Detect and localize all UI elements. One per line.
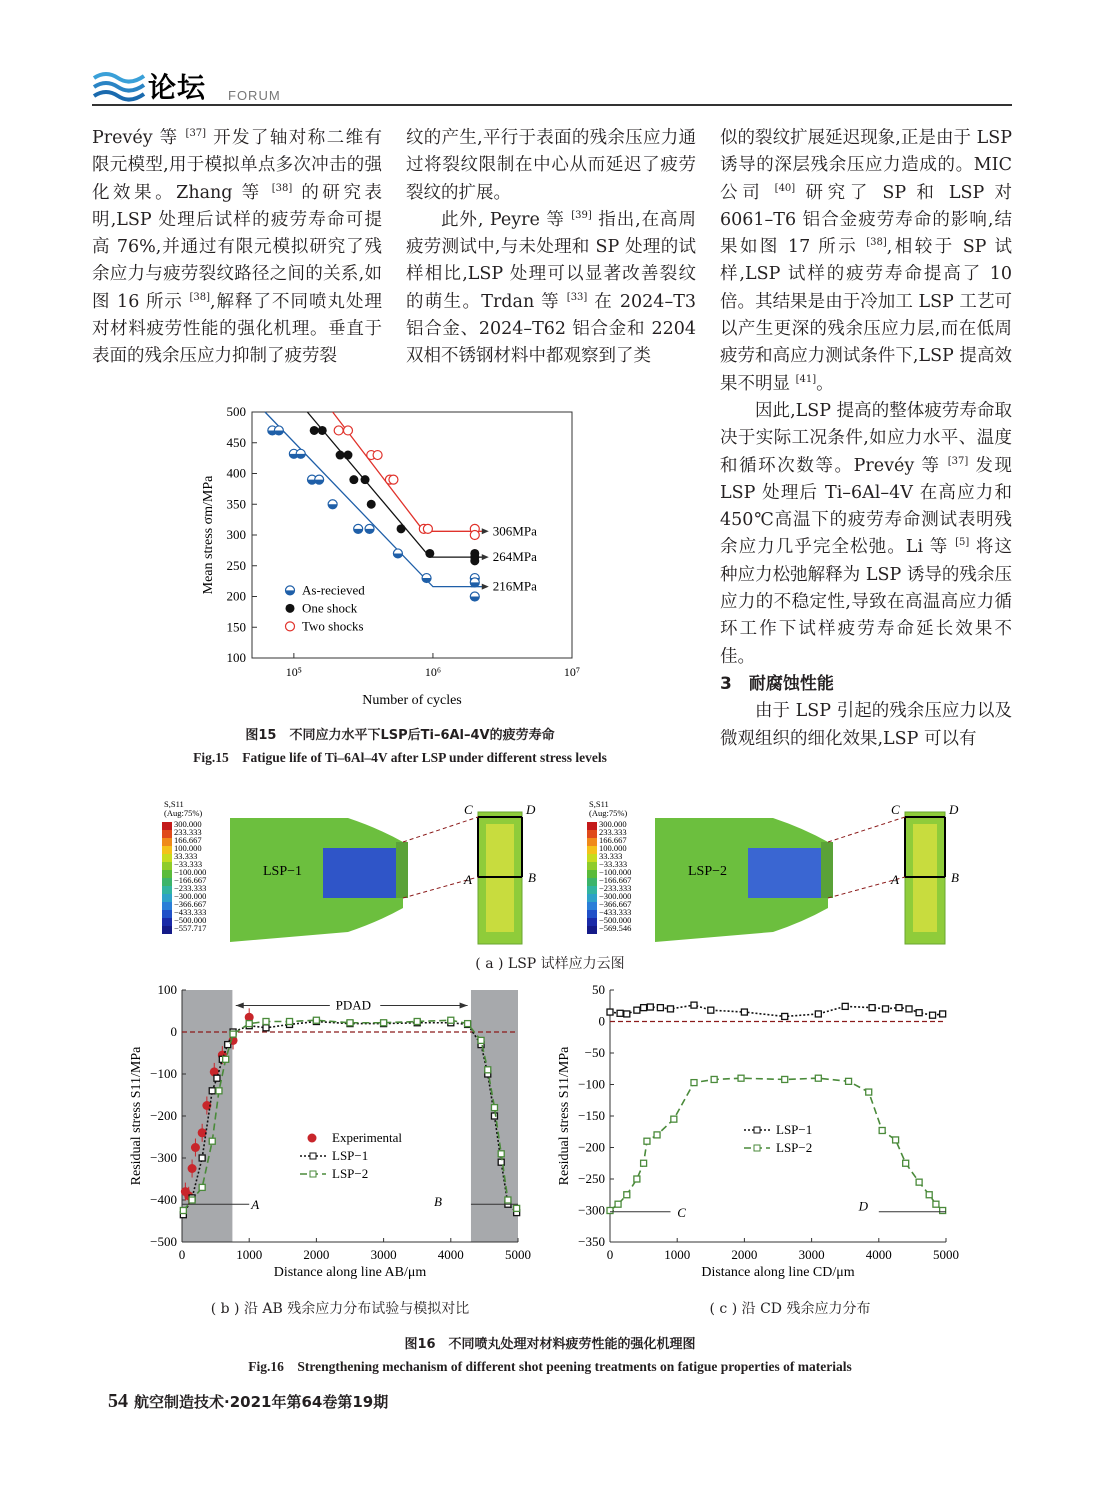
citation: [38] xyxy=(866,237,887,249)
data-point-square xyxy=(644,1138,650,1144)
legend-label: Two shocks xyxy=(302,618,364,634)
y-tick-label: −150 xyxy=(578,1108,605,1123)
colorbar-swatch xyxy=(587,886,597,894)
data-point-square xyxy=(607,1208,613,1214)
data-point-square xyxy=(448,1017,454,1023)
point-label: D xyxy=(526,802,536,817)
y-tick-label: 0 xyxy=(170,1024,177,1039)
colorbar-swatch xyxy=(162,902,172,910)
x-tick-label: 10⁶ xyxy=(424,665,442,679)
y-tick-label: 250 xyxy=(226,557,246,573)
data-point-one-shock xyxy=(286,604,295,613)
data-point-square xyxy=(223,1056,229,1062)
colorbar-label: −557.717 xyxy=(174,923,207,933)
colorbar-swatch xyxy=(587,830,597,838)
data-point-square xyxy=(916,1179,922,1185)
y-tick-label: −300 xyxy=(150,1150,177,1165)
data-point-square xyxy=(615,1201,621,1207)
fig16b-caption: ( b ) 沿 AB 残余应力分布试验与模拟对比 xyxy=(210,1301,470,1317)
contour-lsp1 xyxy=(162,799,536,944)
y-tick-label: −100 xyxy=(578,1076,605,1092)
data-point-square xyxy=(491,1105,497,1111)
y-tick-label: −250 xyxy=(578,1171,605,1186)
x-tick-label: 10⁵ xyxy=(285,665,302,679)
journal-info: 航空制造技术·2021年第64卷第19期 xyxy=(134,1393,389,1411)
legend-marker xyxy=(310,1171,316,1177)
data-point-square xyxy=(940,1208,946,1214)
colorbar-swatch xyxy=(587,854,597,862)
specimen-label: LSP−1 xyxy=(263,864,303,879)
x-tick-label: 5000 xyxy=(933,1247,959,1262)
point-label: C xyxy=(464,802,473,817)
colorbar-swatch xyxy=(587,894,597,902)
colorbar-label: −300.000 xyxy=(599,891,632,901)
data-point-square xyxy=(708,1007,714,1013)
citation: [41] xyxy=(795,373,817,385)
data-point-square xyxy=(209,1088,215,1094)
y-tick-label: 400 xyxy=(226,465,246,481)
data-point-square xyxy=(896,1005,902,1011)
point-label: B xyxy=(951,870,959,885)
colorbar-label: −433.333 xyxy=(174,907,207,917)
data-point-square xyxy=(641,1160,647,1166)
specimen-label: LSP−2 xyxy=(688,864,728,879)
data-point-square xyxy=(906,1006,912,1012)
y-tick-label: 100 xyxy=(226,650,246,665)
arrow-head xyxy=(482,554,489,560)
citation: [38] xyxy=(189,291,210,303)
arrow-head xyxy=(236,1003,244,1009)
legend-label: One shock xyxy=(302,600,358,616)
fig15-caption-en: Fig.15 Fatigue life of Ti–6Al–4V after LSP under different stress levels xyxy=(193,750,607,765)
x-tick-label: 1000 xyxy=(236,1247,263,1262)
section-heading: 3 耐腐蚀性能 xyxy=(720,673,834,694)
stress-contour-figure xyxy=(158,798,958,950)
colorbar-label: −500.000 xyxy=(174,915,207,925)
colorbar-swatch xyxy=(162,886,172,894)
data-point-square xyxy=(815,1011,821,1017)
fig16-caption-en: Fig.16 Strengthening mechanism of different shot peening treatments on fatigue properties of materials xyxy=(248,1359,852,1374)
legend-marker xyxy=(754,1127,760,1133)
data-point-square xyxy=(691,1080,697,1086)
colorbar-label: 233.333 xyxy=(174,827,202,837)
data-point-two-shocks xyxy=(470,531,479,540)
point-label: D xyxy=(949,802,959,817)
data-point-square xyxy=(624,1192,630,1198)
residual-stress-ab-chart xyxy=(124,980,544,1290)
y-tick-label: −300 xyxy=(578,1202,605,1218)
colorbar-label: 300.000 xyxy=(174,819,202,829)
contour-title: (Aug:75%) xyxy=(589,808,628,818)
y-tick-label: −500 xyxy=(150,1234,177,1249)
data-point-one-shock xyxy=(336,451,345,460)
paragraph: 纹的产生,平行于表面的残余压应力通过将裂纹限制在中心从而延迟了疲劳裂纹的扩展。 xyxy=(406,128,696,203)
data-point-one-shock xyxy=(367,500,376,509)
colorbar-swatch xyxy=(162,894,172,902)
x-tick-label: 4000 xyxy=(437,1247,464,1262)
data-point-square xyxy=(624,1011,630,1017)
colorbar-swatch xyxy=(162,926,172,934)
colorbar-label: 100.000 xyxy=(599,843,627,853)
point-label: A xyxy=(251,1197,260,1213)
data-point-square xyxy=(478,1037,484,1043)
level-annotation: 264MPa xyxy=(492,549,537,565)
peened-zone xyxy=(323,848,398,898)
pdad-label: PDAD xyxy=(335,997,372,1013)
data-point-square xyxy=(209,1138,215,1144)
colorbar-swatch xyxy=(587,862,597,870)
data-point-experimental xyxy=(191,1143,200,1152)
data-point-square xyxy=(230,1031,236,1037)
data-point-square xyxy=(189,1197,195,1203)
colorbar-label: −233.333 xyxy=(599,883,632,893)
data-point-square xyxy=(846,1078,852,1084)
colorbar-swatch xyxy=(162,862,172,870)
x-tick-label: 2000 xyxy=(731,1247,758,1262)
colorbar-label: 33.333 xyxy=(174,851,198,861)
legend-marker xyxy=(754,1145,760,1151)
arrow-head xyxy=(460,1003,468,1009)
colorbar-swatch xyxy=(587,838,597,846)
x-tick-label: 1000 xyxy=(664,1247,691,1262)
colorbar-label: −569.546 xyxy=(599,923,632,933)
y-tick-label: 500 xyxy=(226,404,246,419)
y-axis-label: Mean stress σm/MPa xyxy=(201,475,216,595)
colorbar-swatch xyxy=(162,846,172,854)
x-tick-label: 5000 xyxy=(505,1247,531,1262)
data-point-one-shock xyxy=(318,426,327,435)
legend-label: LSP−1 xyxy=(776,1122,813,1137)
data-point-square xyxy=(641,1005,647,1011)
body-column-3 xyxy=(720,125,1012,753)
colorbar-swatch xyxy=(162,830,172,838)
colorbar-swatch xyxy=(162,838,172,846)
x-tick-label: 0 xyxy=(606,1247,614,1262)
page-header xyxy=(92,64,1012,106)
fig15-caption-cn: 图15 不同应力水平下LSP后Ti–6Al–4V的疲劳寿命 xyxy=(245,728,555,743)
data-point-square xyxy=(933,1201,939,1207)
legend-label: LSP−1 xyxy=(332,1148,369,1163)
paragraph: 此外, Peyre 等 [39] 指出,在高周疲劳测试中,与未处理和 SP 处理的试样相比,LSP 处理可以显著改善裂纹的萌生。Trdan 等 [33] 在 2024–T3 铝合金、2024–T62 铝合金和 2204 双相不锈钢材料中都观察到了类 xyxy=(406,209,696,367)
page-number: 54 xyxy=(108,1390,128,1412)
colorbar-label: −33.333 xyxy=(599,859,628,869)
data-point-two-shocks xyxy=(286,622,295,631)
colorbar-swatch xyxy=(162,870,172,878)
colorbar-label: 100.000 xyxy=(174,843,202,853)
legend-label: LSP−2 xyxy=(332,1166,369,1181)
data-point-square xyxy=(926,1192,932,1198)
data-point-one-shock xyxy=(310,426,319,435)
colorbar-swatch xyxy=(162,878,172,886)
colorbar-label: −100.000 xyxy=(174,867,207,877)
colorbar-label: 166.667 xyxy=(174,835,202,845)
specimen-edge xyxy=(396,842,408,898)
data-point-one-shock xyxy=(425,549,434,558)
contour-title: (Aug:75%) xyxy=(164,808,203,818)
data-point-two-shocks xyxy=(389,475,398,484)
y-tick-label: −400 xyxy=(150,1192,177,1207)
colorbar-label: −166.667 xyxy=(174,875,207,885)
x-tick-label: 3000 xyxy=(370,1247,397,1262)
data-point-square xyxy=(691,1002,697,1008)
citation: [33] xyxy=(566,291,588,303)
data-point-square xyxy=(287,1019,293,1025)
y-tick-label: 50 xyxy=(592,982,605,997)
y-tick-label: −200 xyxy=(150,1108,177,1123)
x-tick-label: 2000 xyxy=(303,1247,330,1262)
data-point-square xyxy=(263,1025,269,1031)
data-point-square xyxy=(866,1089,872,1095)
colorbar-swatch xyxy=(162,822,172,830)
data-point-square xyxy=(180,1208,186,1214)
y-tick-label: 150 xyxy=(226,619,246,635)
data-point-square xyxy=(485,1067,491,1073)
citation: [5] xyxy=(955,537,970,549)
data-point-square xyxy=(930,1012,936,1018)
colorbar-swatch xyxy=(587,870,597,878)
section-title-cn: 论坛 xyxy=(148,71,207,104)
colorbar-swatch xyxy=(587,902,597,910)
legend-marker xyxy=(308,1134,317,1143)
y-tick-label: −200 xyxy=(578,1139,605,1155)
data-point-square xyxy=(916,1010,922,1016)
colorbar-label: −166.667 xyxy=(599,875,632,885)
data-point-one-shock xyxy=(470,556,479,565)
data-point-one-shock xyxy=(397,524,406,533)
header-rule xyxy=(92,104,1012,106)
data-point-square xyxy=(199,1184,205,1190)
body-column-1 xyxy=(92,125,382,371)
x-axis-label: Distance along line AB/μm xyxy=(273,1265,427,1280)
fig16-caption-cn: 图16 不同喷丸处理对材料疲劳性能的强化机理图 xyxy=(404,1337,696,1352)
section-title-en: FORUM xyxy=(228,88,281,103)
colorbar-swatch xyxy=(587,846,597,854)
colorbar-swatch xyxy=(587,926,597,934)
legend-marker xyxy=(310,1153,316,1159)
data-point-square xyxy=(671,1116,677,1122)
citation: [38] xyxy=(271,182,293,194)
colorbar-swatch xyxy=(587,918,597,926)
data-point-square xyxy=(199,1155,205,1161)
data-point-square xyxy=(465,1021,471,1027)
data-point-two-shocks xyxy=(373,451,382,460)
legend-label: LSP−2 xyxy=(776,1140,813,1155)
legend-label: Experimental xyxy=(332,1130,403,1145)
data-point-square xyxy=(869,1005,875,1011)
citation: [37] xyxy=(185,128,207,139)
colorbar-label: −300.000 xyxy=(174,891,207,901)
body-column-2 xyxy=(406,125,696,371)
colorbar-swatch xyxy=(587,910,597,918)
y-axis-label: Residual stress S11/MPa xyxy=(557,1046,572,1186)
arrow-head xyxy=(482,584,489,590)
data-point-one-shock xyxy=(343,451,352,460)
data-point-square xyxy=(607,1009,613,1015)
data-point-square xyxy=(263,1019,269,1025)
data-point-square xyxy=(893,1137,899,1143)
data-point-square xyxy=(741,1009,747,1015)
data-point-square xyxy=(246,1021,252,1027)
data-point-square xyxy=(617,1010,623,1016)
data-point-two-shocks xyxy=(423,524,432,533)
data-point-square xyxy=(815,1075,821,1081)
paragraph: 似的裂纹扩展延迟现象,正是由于 LSP 诱导的深层残余压应力造成的。MIC 公司 [40] 研究了 SP 和 LSP 对 6061–T6 铝合金疲劳寿命的影响,结果如图 17 所示 [38],相较于 SP 试样,LSP 试样的疲劳寿命提高了 10倍。其结果是由于冷加工 LSP 工艺可以产生更深的残余压应力层,而在低周疲劳和高应力测试条件下,LSP 提高效果不明显 [41]。 xyxy=(720,128,1012,394)
paragraph: 由于 LSP 引起的残余压应力以及微观组织的细化效果,LSP 可以有 xyxy=(720,701,1012,749)
fig16c-caption: ( c ) 沿 CD 残余应力分布 xyxy=(709,1301,871,1317)
contour-title: S,S11 xyxy=(589,799,609,809)
data-point-square xyxy=(647,1004,653,1010)
x-tick-label: 3000 xyxy=(798,1247,825,1262)
data-point-square xyxy=(667,1006,673,1012)
peened-zone xyxy=(748,848,823,898)
y-tick-label: 100 xyxy=(157,982,177,997)
data-point-square xyxy=(883,1006,889,1012)
point-label: A xyxy=(891,872,899,887)
point-label: B xyxy=(434,1194,442,1210)
data-point-square xyxy=(879,1127,885,1133)
specimen-edge xyxy=(821,842,833,898)
point-label: D xyxy=(858,1198,869,1214)
fig16a-caption: ( a ) LSP 试样应力云图 xyxy=(475,956,625,972)
forum-logo-icon xyxy=(92,68,146,102)
series-line xyxy=(183,1022,516,1215)
level-annotation: 306MPa xyxy=(492,523,537,539)
data-point-square xyxy=(654,1132,660,1138)
colorbar-label: −33.333 xyxy=(174,859,203,869)
data-point-square xyxy=(216,1088,222,1094)
data-point-square xyxy=(738,1075,744,1081)
data-point-square xyxy=(514,1205,520,1211)
x-tick-label: 4000 xyxy=(865,1247,892,1262)
data-point-one-shock xyxy=(349,475,358,484)
data-point-square xyxy=(313,1017,319,1023)
colorbar-swatch xyxy=(162,854,172,862)
x-tick-label: 10⁷ xyxy=(563,665,581,679)
data-point-square xyxy=(842,1003,848,1009)
data-point-square xyxy=(381,1020,387,1026)
legend-label: As-recieved xyxy=(302,582,365,598)
leader-line xyxy=(828,817,905,842)
level-annotation: 216MPa xyxy=(492,578,537,594)
data-point-square xyxy=(657,1005,663,1011)
colorbar-swatch xyxy=(587,822,597,830)
data-point-square xyxy=(214,1075,220,1081)
y-tick-label: −50 xyxy=(584,1045,605,1060)
data-point-square xyxy=(414,1019,420,1025)
colorbar-swatch xyxy=(162,910,172,918)
x-axis-label: Number of cycles xyxy=(362,693,462,708)
point-label: C xyxy=(891,802,900,817)
data-point-square xyxy=(491,1113,497,1119)
y-axis-label: Residual stress S11/MPa xyxy=(129,1046,144,1186)
colorbar-label: −233.333 xyxy=(174,883,207,893)
leader-line xyxy=(403,817,478,842)
citation: [37] xyxy=(947,455,969,467)
y-tick-label: 200 xyxy=(226,588,246,604)
fit-line xyxy=(265,412,475,587)
y-tick-label: −100 xyxy=(150,1066,177,1081)
residual-stress-cd-chart xyxy=(552,980,972,1290)
y-tick-label: 0 xyxy=(598,1013,605,1029)
point-label: C xyxy=(677,1204,686,1220)
data-point-square xyxy=(505,1197,511,1203)
colorbar-label: −366.667 xyxy=(599,899,632,909)
data-point-two-shocks xyxy=(334,426,343,435)
data-point-square xyxy=(498,1151,504,1157)
y-tick-label: 350 xyxy=(226,496,246,512)
colorbar-label: −500.000 xyxy=(599,915,632,925)
colorbar-swatch xyxy=(162,918,172,926)
y-tick-label: 450 xyxy=(226,434,246,450)
colorbar-label: −100.000 xyxy=(599,867,632,877)
data-point-square xyxy=(903,1160,909,1166)
paragraph: Prevéy 等 [37] 开发了轴对称二维有限元模型,用于模拟单点多次冲击的强化效果。Zhang 等 [38] 的研究表明,LSP 处理后试样的疲劳寿命可提高 76%,并通过有限元模拟研究了残余应力与疲劳裂纹路径之间的关系,如图 16 所示 [38],解释了不同喷丸处理对材料疲劳性能的强化机理。垂直于表面的残余压应力抑制了疲劳裂 xyxy=(92,128,383,367)
data-point-square xyxy=(940,1011,946,1017)
colorbar-label: 300.000 xyxy=(599,819,627,829)
colorbar-label: −433.333 xyxy=(599,907,632,917)
fit-line xyxy=(333,412,475,531)
y-tick-label: −350 xyxy=(578,1234,605,1249)
colorbar-label: 166.667 xyxy=(599,835,627,845)
contour-lsp2 xyxy=(587,799,959,944)
colorbar-label: 233.333 xyxy=(599,827,627,837)
data-point-square xyxy=(782,1076,788,1082)
paragraph: 因此,LSP 提高的整体疲劳寿命取决于实际工况条件,如应力水平、温度和循环次数等。Prevéy 等 [37] 发现 LSP 处理后 Ti–6Al–4V 在高应力和 450℃高温下的疲劳寿命测试表明残余应力几乎完全松弛。Li 等 [5] 将这种应力松弛解释为 LSP 诱导的残余压应力的不稳定性,导致在高温高应力循环工作下试样疲劳寿命延长效果不佳。 xyxy=(720,400,1012,667)
data-point-square xyxy=(634,1007,640,1013)
data-point-square xyxy=(711,1076,717,1082)
citation: [39] xyxy=(571,209,592,221)
fatigue-life-chart xyxy=(190,400,610,712)
data-point-experimental xyxy=(188,1164,197,1173)
colorbar-swatch xyxy=(587,878,597,886)
colorbar-label: −366.667 xyxy=(174,899,207,909)
data-point-square xyxy=(782,1013,788,1019)
contour-title: S,S11 xyxy=(164,799,184,809)
data-point-one-shock xyxy=(361,475,370,484)
data-point-two-shocks xyxy=(343,426,352,435)
x-tick-label: 0 xyxy=(178,1247,186,1262)
colorbar-label: 33.333 xyxy=(599,851,623,861)
data-point-square xyxy=(347,1020,353,1026)
y-tick-label: 300 xyxy=(226,527,246,542)
x-axis-label: Distance along line CD/μm xyxy=(701,1265,855,1280)
point-label: B xyxy=(528,870,536,885)
point-label: A xyxy=(464,872,472,887)
arrow-head xyxy=(482,528,489,534)
data-point-square xyxy=(634,1176,640,1182)
page-footer xyxy=(108,1390,388,1413)
citation: [40] xyxy=(774,182,796,194)
